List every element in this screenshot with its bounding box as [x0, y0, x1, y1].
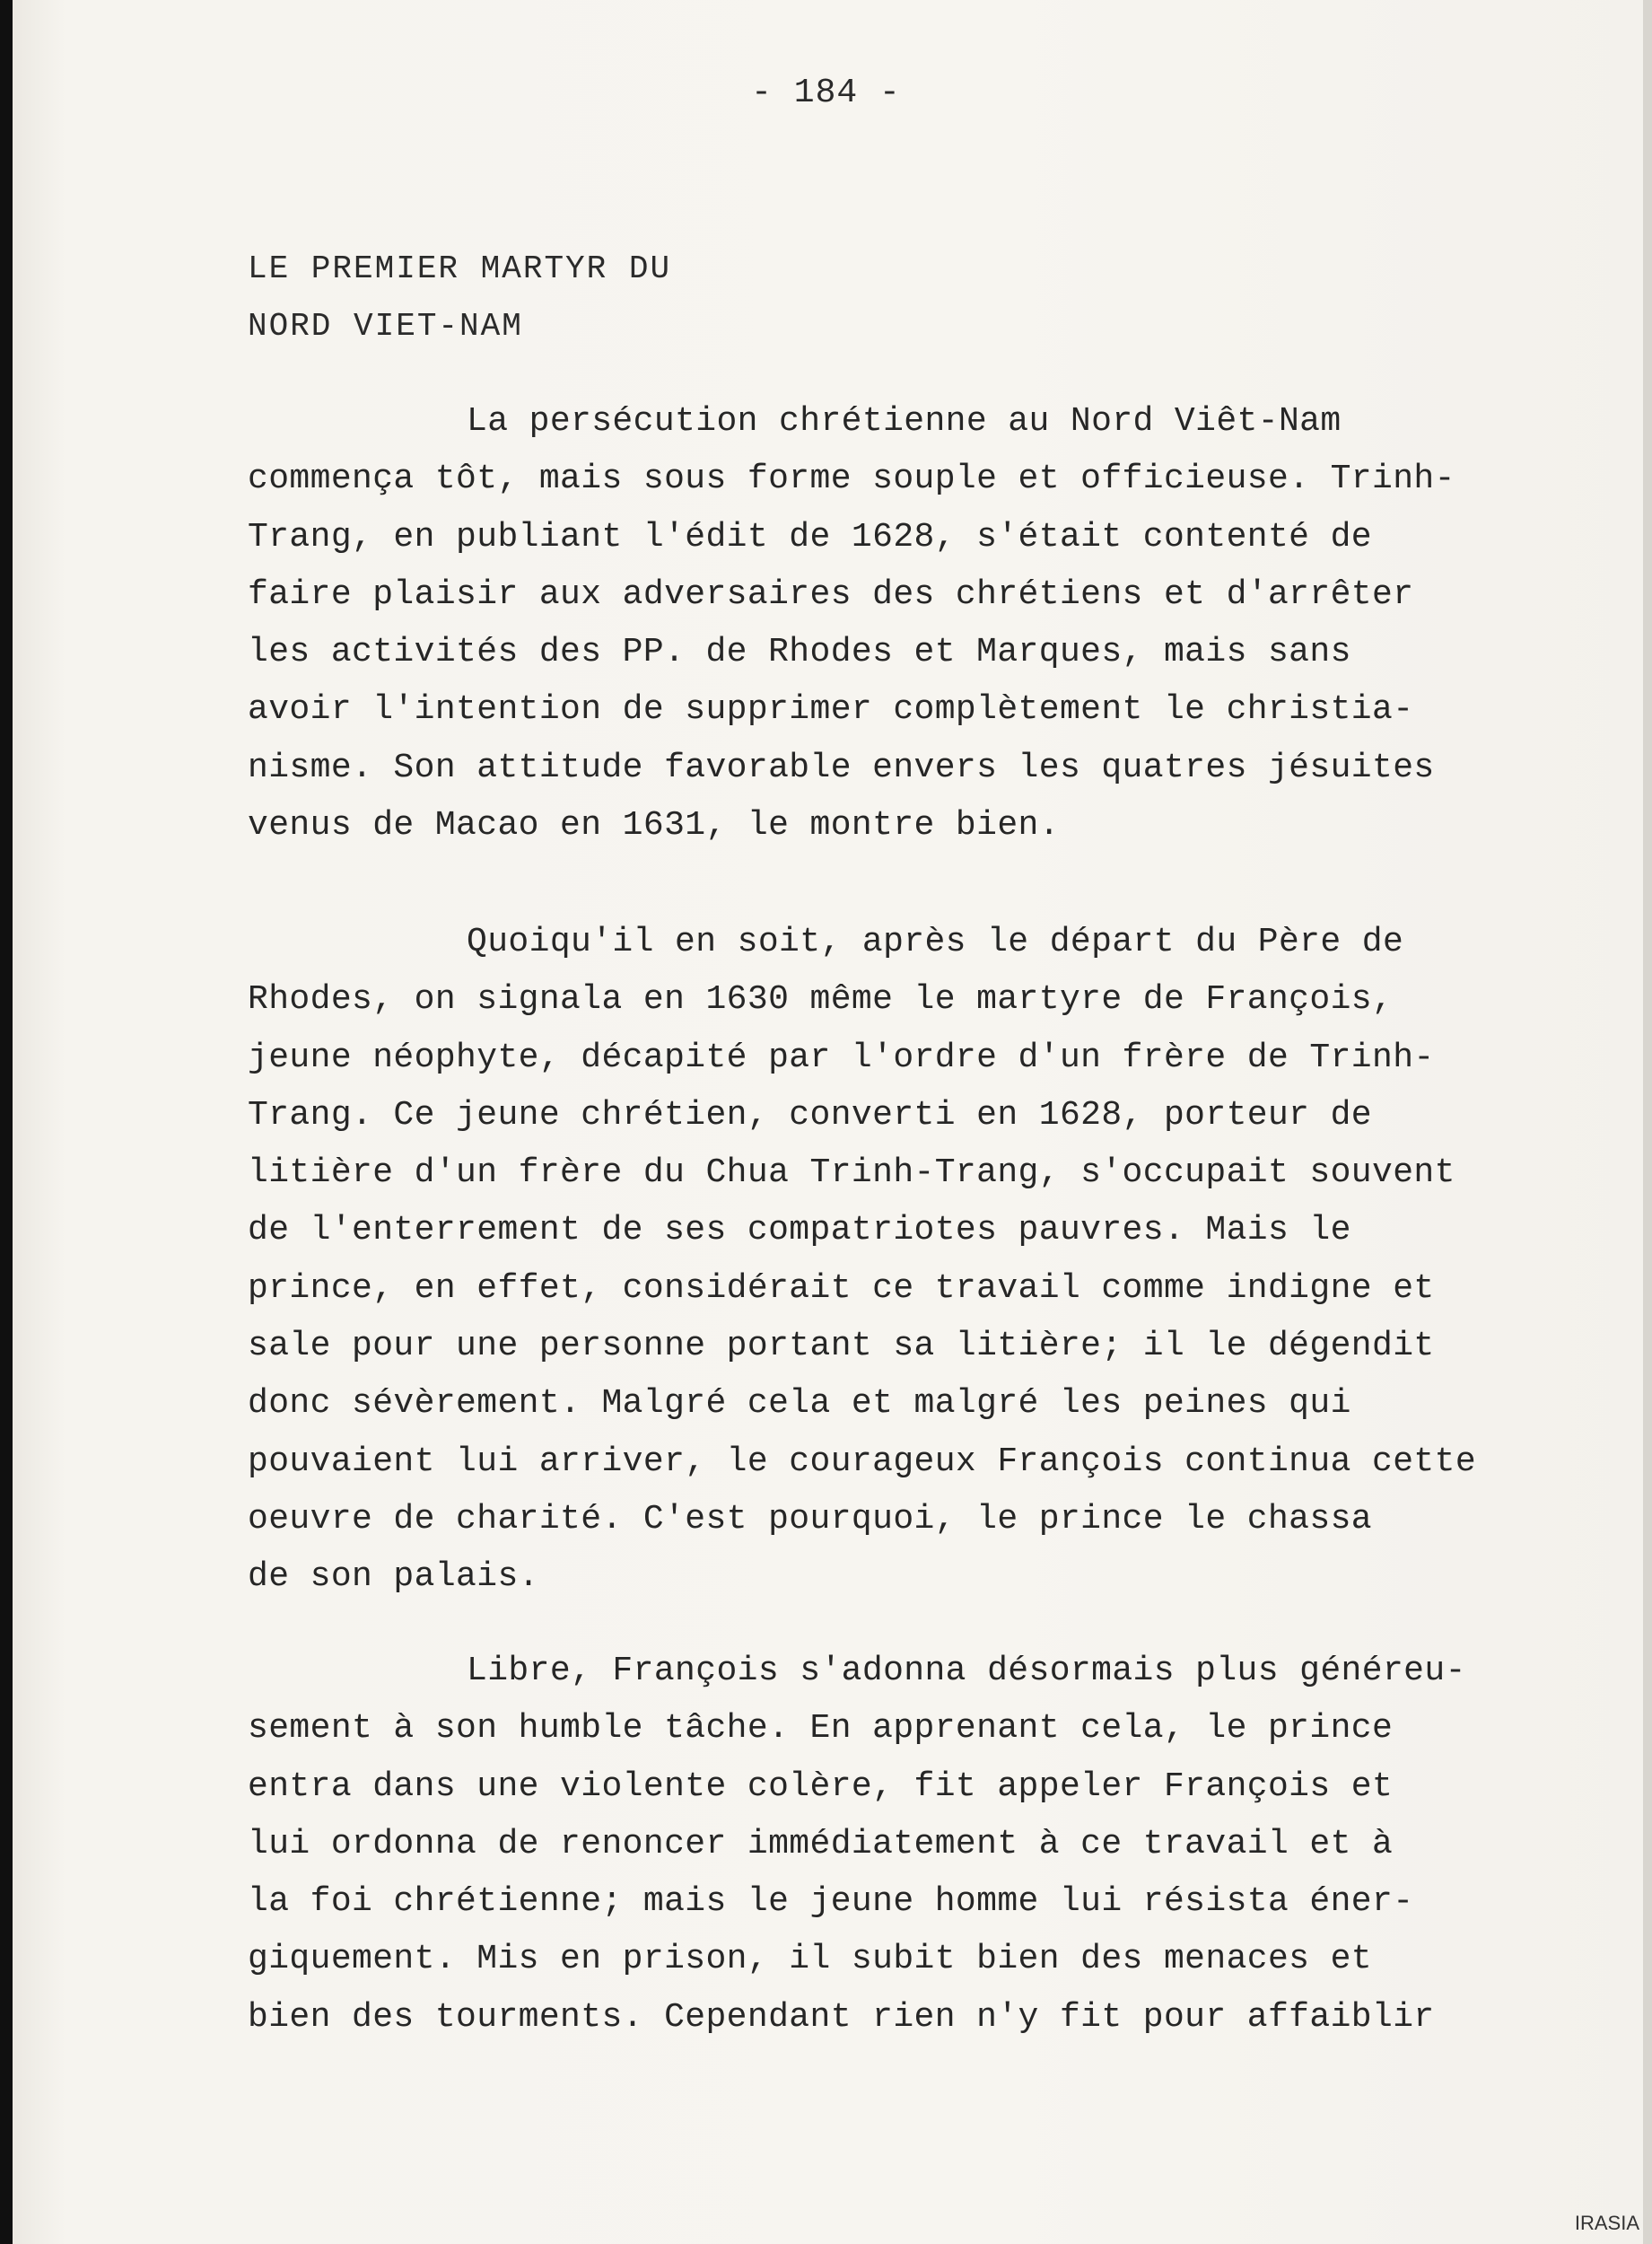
text-line: jeune néophyte, décapité par l'ordre d'un frère de Trinh-: [248, 1038, 1435, 1077]
text-line: de l'enterrement de ses compatriotes pauvres. Mais le: [248, 1211, 1351, 1250]
text-line: Rhodes, on signala en 1630 même le martyre de François,: [248, 980, 1394, 1020]
page-number: - 184 -: [751, 74, 901, 112]
text-line: entra dans une violente colère, fit appeler François et: [248, 1766, 1394, 1806]
text-line: sement à son humble tâche. En apprenant cela, le prince: [248, 1709, 1394, 1749]
watermark-label: IRASIA: [1574, 2212, 1639, 2234]
text-line: lui ordonna de renoncer immédiatement à ce travail et à: [248, 1824, 1394, 1863]
paragraph-2: [248, 914, 1522, 1607]
text-line: commença tôt, mais sous forme souple et officieuse. Trinh-: [248, 460, 1455, 499]
text-line: prince, en effet, considérait ce travail comme indigne et: [248, 1268, 1435, 1308]
page-edge-right: [1643, 0, 1652, 2244]
text-line: de son palais.: [248, 1557, 539, 1597]
text-line: Trang, en publiant l'édit de 1628, s'était contenté de: [248, 517, 1372, 557]
text-line: venus de Macao en 1631, le montre bien.: [248, 806, 1060, 846]
text-line: La persécution chrétienne au Nord Viêt-Nam: [467, 402, 1342, 441]
text-line: Trang. Ce jeune chrétien, converti en 1628, porteur de: [248, 1095, 1372, 1135]
text-line: Libre, François s'adonna désormais plus généreu-: [467, 1652, 1466, 1690]
paragraph-3: [248, 1643, 1522, 2047]
text-line: sale pour une personne portant sa litière; il le dégendit: [248, 1327, 1435, 1366]
chapter-title-line: NORD VIET-NAM: [248, 308, 523, 345]
text-line: la foi chrétienne; mais le jeune homme lui résista éner-: [248, 1882, 1414, 1922]
text-line: pouvaient lui arriver, le courageux François continua cette: [248, 1442, 1477, 1481]
text-line: faire plaisir aux adversaires des chrétiens et d'arrêter: [248, 574, 1414, 614]
text-line: litière d'un frère du Chua Trinh-Trang, s'occupait souvent: [248, 1153, 1455, 1193]
paragraph-1: [248, 393, 1522, 855]
text-line: les activités des PP. de Rhodes et Marques, mais sans: [248, 633, 1351, 672]
text-line: avoir l'intention de supprimer complètement le christia-: [248, 690, 1414, 730]
text-line: nisme. Son attitude favorable envers les quatres jésuites: [248, 748, 1435, 787]
chapter-title: [248, 241, 671, 355]
page-edge-left: [0, 0, 13, 2244]
text-line: donc sévèrement. Malgré cela et malgré les peines qui: [248, 1384, 1351, 1424]
text-line: giquement. Mis en prison, il subit bien des menaces et: [248, 1940, 1372, 1979]
text-line: bien des tourments. Cependant rien n'y fit pour affaiblir: [248, 1997, 1435, 2037]
chapter-title-line: LE PREMIER MARTYR DU: [248, 250, 672, 287]
text-line: Quoiqu'il en soit, après le départ du Père de: [467, 923, 1404, 961]
text-line: oeuvre de charité. C'est pourquoi, le prince le chassa: [248, 1499, 1372, 1538]
